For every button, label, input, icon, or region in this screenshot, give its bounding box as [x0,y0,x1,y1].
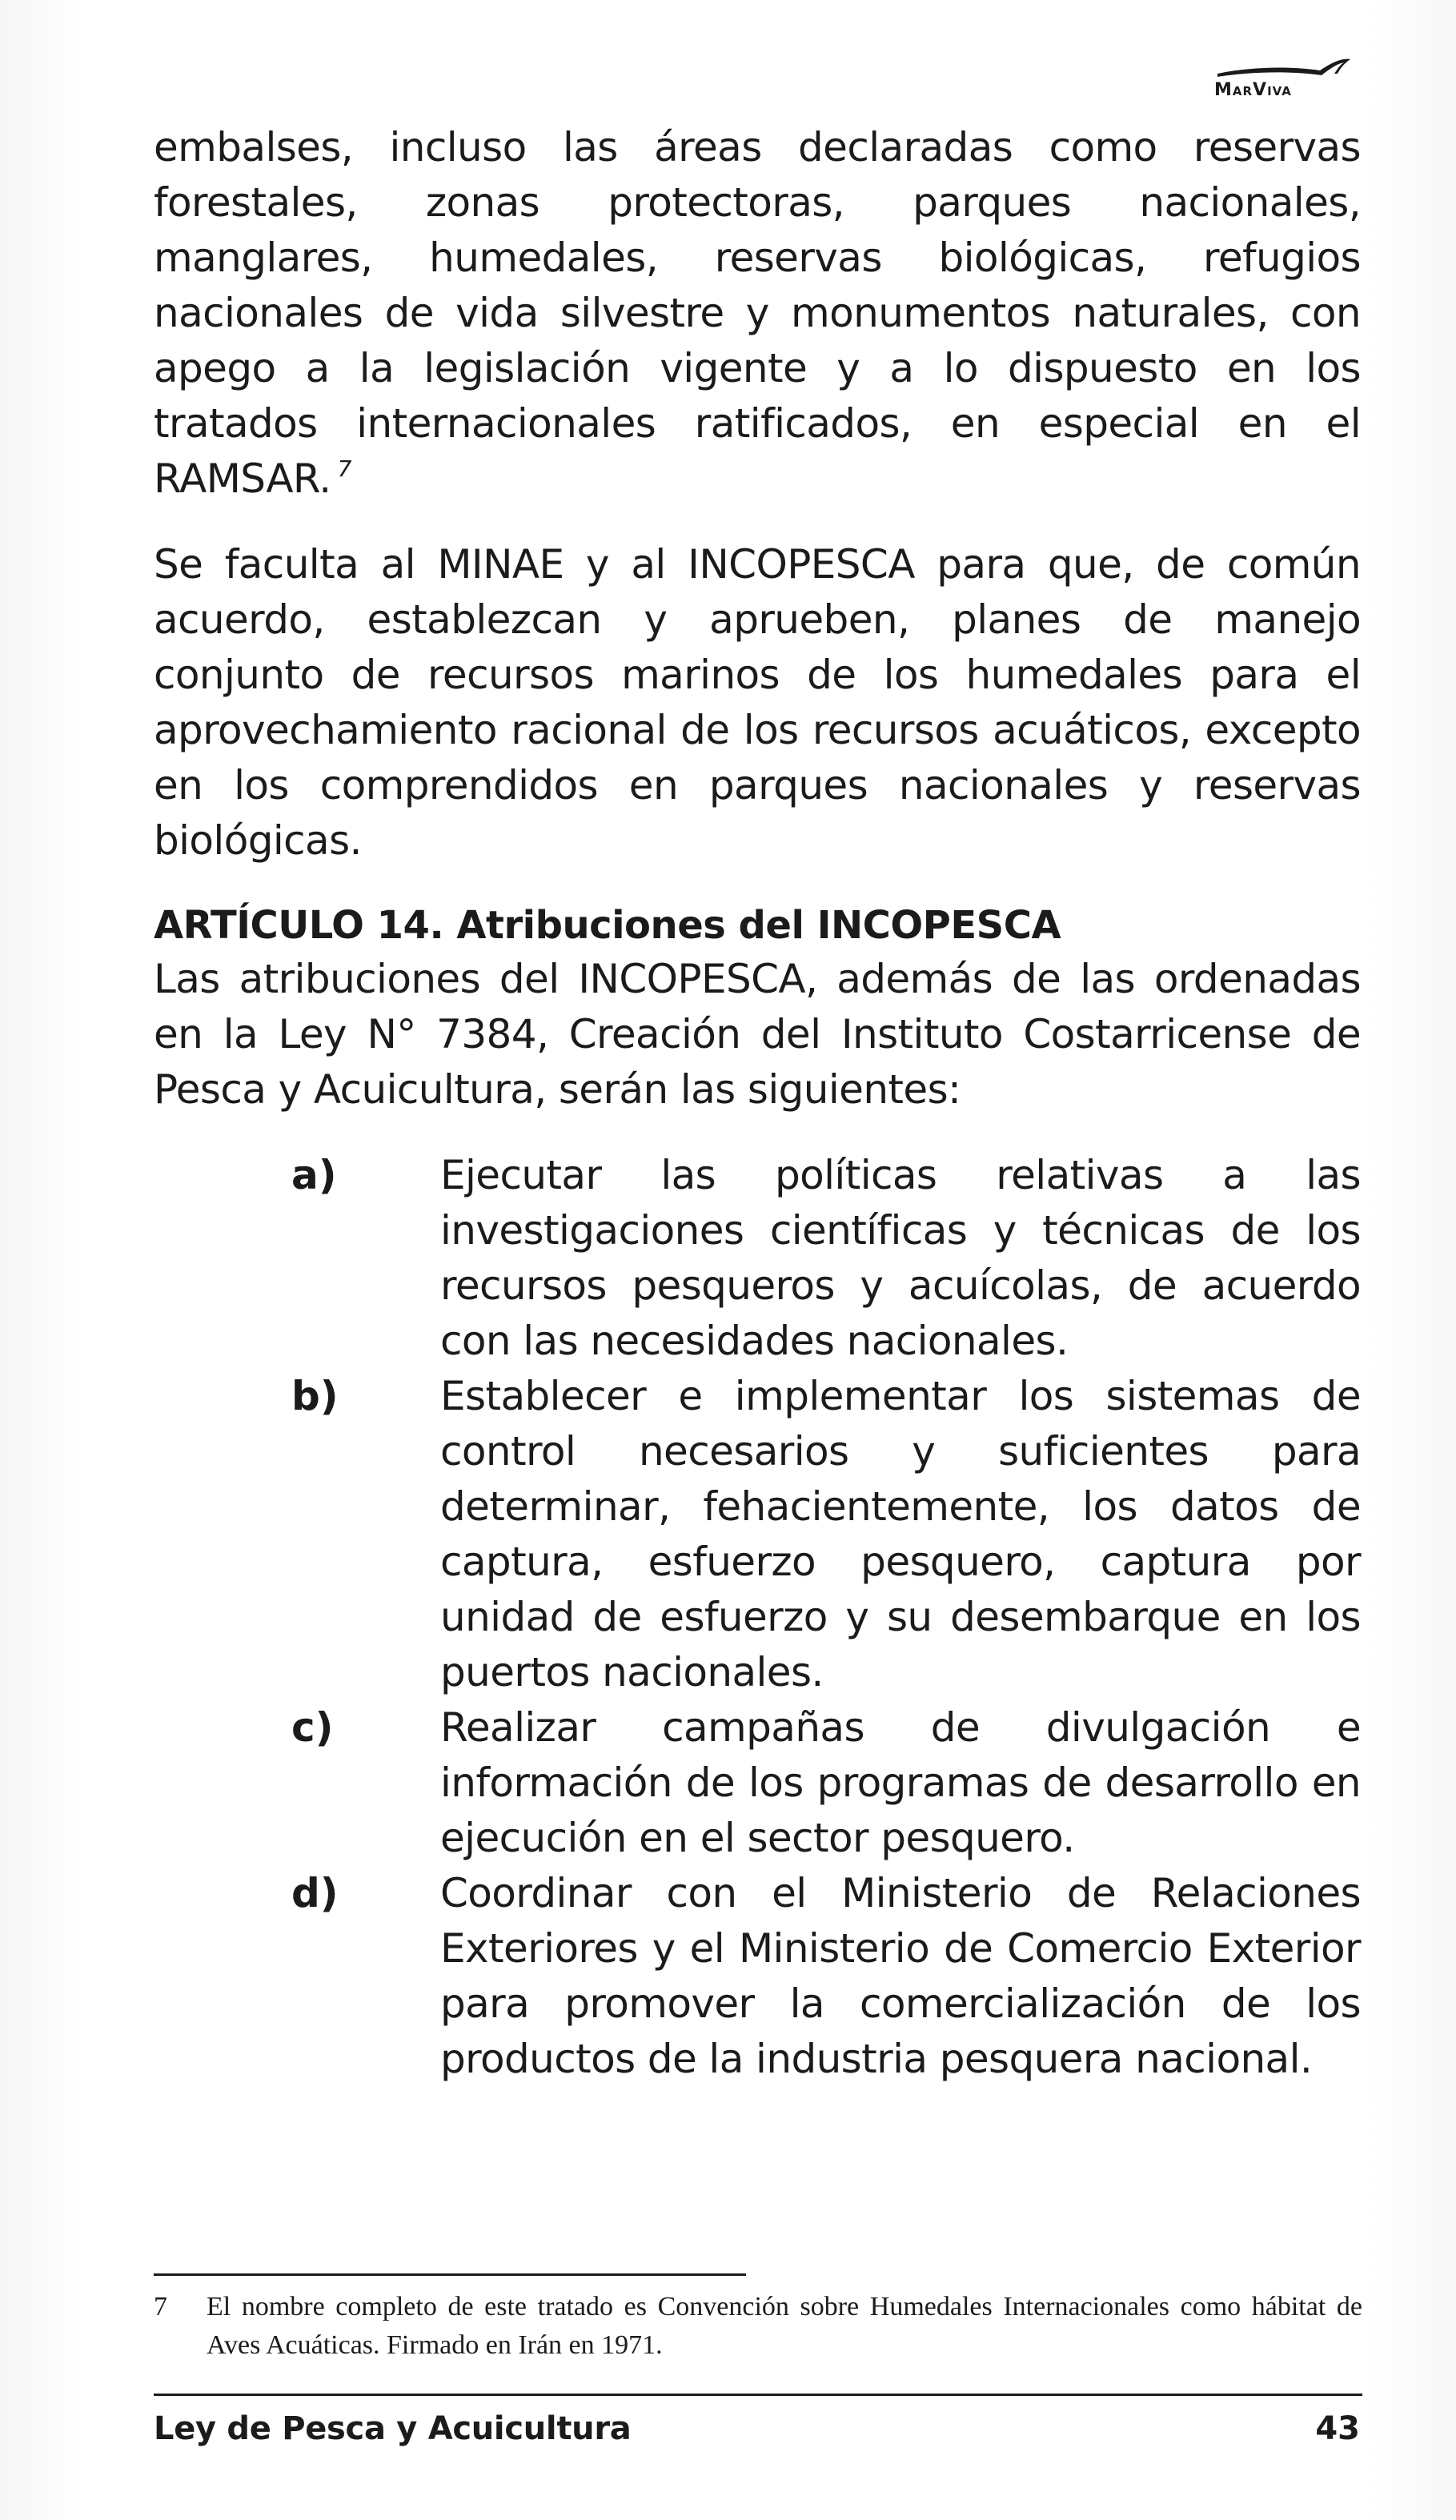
list-item [154,1866,1361,2087]
footnote-reference[interactable]: 7 [337,455,351,482]
marviva-logo [1200,46,1360,110]
paragraph-1 [154,120,1361,507]
list-item-text: Coordinar con el Ministerio de Relaciones Exteriores y el Ministerio de Comercio Exterior para promover la comercialización de los productos de la industria pesquera nacional. [440,1870,1361,2082]
paragraph-2: Se faculta al MINAE y al INCOPESCA para que, de común acuerdo, establezcan y aprueben, planes de manejo conjunto de recursos marinos de los humedales para el aprovechamiento racional de los recursos acuáticos, excepto en los comprendidos en parques nacionales y reservas biológicas. [154,541,1361,864]
list-item [154,1700,1361,1866]
footer-divider [154,2394,1362,2396]
article-heading: ARTÍCULO 14. Atribuciones del INCOPESCA [154,903,1061,948]
list-item-text: Establecer e implementar los sistemas de control necesarios y suficientes para determinar, fehacientemente, los datos de captura, esfuerzo pesquero, captura por unidad de esfuerzo y su desembarque en los puertos nacionales. [440,1373,1361,1695]
logo-wordmark: MarViva [1214,80,1292,100]
list-marker: a) [291,1152,337,1198]
list-marker: b) [291,1373,339,1419]
footnote-number: 7 [154,2292,167,2321]
list-item-text: Ejecutar las políticas relativas a las investigaciones científicas y técnicas de los recursos pesqueros y acuícolas, de acuerdo con las necesidades nacionales. [440,1152,1361,1364]
list-item [154,1148,1361,1369]
footnote [154,2288,1362,2365]
paragraph-1-text: embalses, incluso las áreas declaradas como reservas forestales, zonas protectoras, parques nacionales, manglares, humedales, reservas biológicas, refugios nacionales de vida silvestre y monumentos naturales, con apego a la legislación vigente y a lo dispuesto en los tratados internacionales ratificados, en especial en el RAMSAR. [154,124,1361,502]
footnote-divider [154,2273,746,2276]
list-marker: c) [291,1704,334,1751]
main-content [154,120,1361,2087]
attributions-list [154,1148,1361,2087]
page-number: 43 [1315,2410,1360,2447]
footnote-text: El nombre completo de este tratado es Convención sobre Humedales Internacionales como hábitat de Aves Acuáticas. Firmado en Irán en 1971. [207,2292,1362,2360]
list-item [154,1369,1361,1700]
running-footer-title: Ley de Pesca y Acuicultura [154,2410,632,2447]
list-item-text: Realizar campañas de divulgación e información de los programas de desarrollo en ejecución en el sector pesquero. [440,1704,1361,1861]
list-marker: d) [291,1870,339,1916]
paragraph-3: Las atribuciones del INCOPESCA, además de las ordenadas en la Ley N° 7384, Creación del Instituto Costarricense de Pesca y Acuicultura, serán las siguientes: [154,956,1361,1113]
